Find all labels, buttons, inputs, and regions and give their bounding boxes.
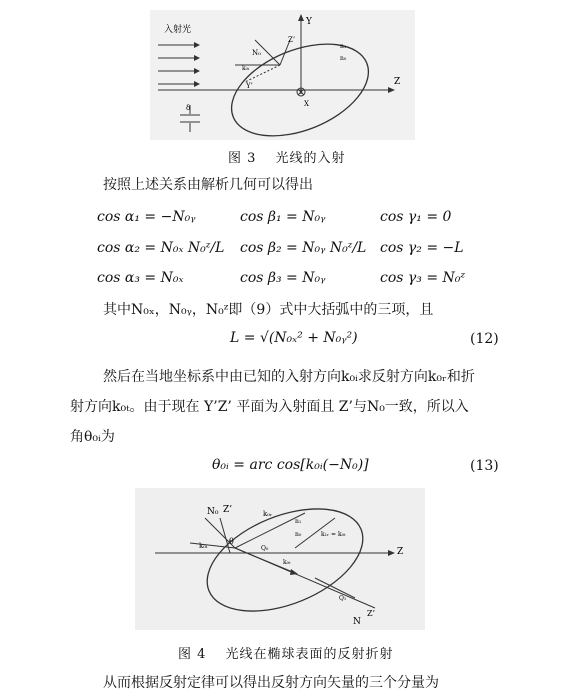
k-ot-arrow bbox=[290, 569, 298, 575]
figure-3 bbox=[150, 10, 415, 140]
fig4-label-q1: Q₁ bbox=[339, 595, 347, 602]
paragraph-3-line-3: 角θ₀ᵢ为 bbox=[70, 429, 115, 445]
eq-r1c3: cos γ₁ = 0 bbox=[380, 209, 452, 225]
equation-12-number: (12) bbox=[470, 331, 499, 347]
fig3-label-x: X bbox=[304, 100, 309, 108]
eq-r2c2: cos β₂ = N₀ᵧ N₀ᶻ/L bbox=[240, 240, 367, 256]
paragraph-3-line-1: 然后在当地坐标系中由已知的入射方向k₀ᵢ求反射方向k₀ᵣ和折 bbox=[103, 369, 475, 385]
fig4-label-n0: N₀ bbox=[207, 507, 219, 517]
fig3-label-z: Z bbox=[394, 77, 401, 87]
fig4-label-z-prime-bottom: Z’ bbox=[367, 609, 376, 618]
fig4-label-theta: θ bbox=[229, 537, 234, 546]
y-axis-arrow bbox=[298, 14, 304, 21]
fig4-label-z: Z bbox=[397, 547, 404, 557]
eq-r3c3: cos γ₃ = N₀ᶻ bbox=[380, 270, 466, 286]
fig3-label-k: k₀ᵢ bbox=[242, 65, 250, 72]
eq-r1c2: cos β₁ = N₀ᵧ bbox=[240, 209, 326, 225]
fig4-label-n0-small: n₀ bbox=[295, 531, 302, 538]
eq-r2c1: cos α₂ = N₀ₓ N₀ᶻ/L bbox=[97, 240, 225, 256]
equation-12: L = √(N₀ₓ² + N₀ᵧ²) bbox=[230, 330, 358, 346]
fig3-label-y-prime: Y’ bbox=[246, 82, 253, 90]
paragraph-3-line-2: 射方向k₀ₜ。由于现在 Y’Z’ 平面为入射面且 Z’与N₀一致，所以入 bbox=[70, 399, 469, 415]
fig4-label-q0: Q₀ bbox=[261, 545, 269, 552]
figure-3-diagram bbox=[150, 10, 415, 140]
fig3-label-delta: δ bbox=[186, 104, 191, 112]
fig4-label-k-small: k₀ₜ bbox=[283, 559, 291, 566]
fig4-label-n1: n₁ bbox=[295, 518, 302, 525]
fig4-label-k-combo: k₁ᵣ = k₀ₜ bbox=[321, 531, 346, 538]
fig3-label-n0: N₀ bbox=[252, 49, 261, 57]
figure-3-caption: 图 3 光线的入射 bbox=[228, 151, 346, 166]
fig4-label-k-or: k₀ᵣ bbox=[263, 510, 273, 518]
paragraph-2: 其中N₀ₓ，N₀ᵧ，N₀ᶻ即（9）式中大括弧中的三项，且 bbox=[103, 302, 434, 318]
figure-4 bbox=[135, 488, 425, 630]
eq-r2c3: cos γ₂ = −L bbox=[380, 240, 464, 256]
fig3-label-y: Y bbox=[306, 17, 312, 27]
figure-4-diagram bbox=[135, 488, 425, 630]
equation-13-number: (13) bbox=[470, 458, 499, 474]
figure-4-caption: 图 4 光线在椭球表面的反射折射 bbox=[178, 647, 394, 662]
paragraph-1: 按照上述关系由解析几何可以得出 bbox=[103, 177, 313, 193]
fig4-label-k-oi: k₀ᵢ bbox=[199, 542, 208, 550]
z-axis-arrow bbox=[388, 550, 395, 556]
fig3-label-z-prime: Z’ bbox=[288, 36, 296, 44]
eq-r3c2: cos β₃ = N₀ᵧ bbox=[240, 270, 326, 286]
fig4-label-z-prime-top: Z’ bbox=[223, 505, 233, 515]
ellipsoid-outline bbox=[218, 26, 381, 140]
fig3-label-n0-small: n₀ bbox=[340, 55, 347, 62]
fig3-label-n1: n₁ bbox=[340, 43, 347, 50]
paragraph-4: 从而根据反射定律可以得出反射方向矢量的三个分量为 bbox=[103, 675, 439, 691]
equation-13: θ₀ᵢ = arc cos[k₀ᵢ(−N₀)] bbox=[212, 457, 369, 473]
q1-line bbox=[315, 578, 355, 598]
eq-r3c1: cos α₃ = N₀ₓ bbox=[97, 270, 184, 286]
fig4-label-n-bottom: N bbox=[353, 617, 361, 627]
eq-r1c1: cos α₁ = −N₀ᵧ bbox=[97, 209, 196, 225]
fig3-label-incident: 入射光 bbox=[164, 25, 192, 35]
